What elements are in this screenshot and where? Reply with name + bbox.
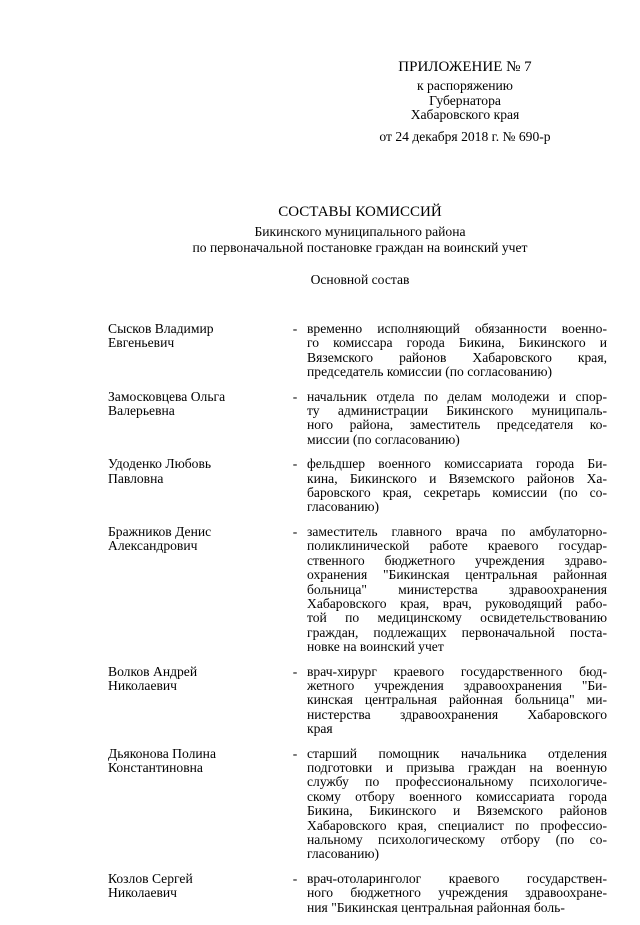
member-role-line: ного района, заместитель председателя ко- [307, 417, 607, 433]
member-role-line: ственного бюджетного учреждения здраво- [307, 552, 607, 568]
member-role-line: поликлинической работе краевого государ- [307, 538, 607, 554]
member-name [108, 390, 283, 448]
member-role-line: службу по профессиональному психологиче- [307, 774, 607, 790]
appendix-line: Хабаровского края [410, 107, 520, 122]
member-role-line: ния "Бикинская центральная районная боль- [307, 899, 565, 915]
member-name-line: Замосковцева Ольга [108, 388, 226, 404]
member-role-line: заместитель главного врача по амбулаторно- [307, 523, 607, 539]
section-subheading: Основной состав [310, 272, 410, 287]
heading-line: Бикинского муниципального района [254, 224, 466, 239]
member-role-line: фельдшер военного комиссариата города Би- [307, 456, 607, 472]
member-role-line: ту администрации Бикинского муниципаль- [307, 403, 607, 419]
member-role-line: ного бюджетного учреждения здравоохране- [307, 885, 607, 901]
appendix-block [330, 58, 600, 144]
member-role-line: временно исполняющий обязанности военно- [307, 321, 607, 336]
member-role-line: кинская центральная районная больница" ми- [307, 692, 607, 708]
member-name-line: Дьяконова Полина [108, 745, 216, 761]
member-role [307, 525, 607, 655]
member-row [108, 390, 608, 448]
member-dash: - [292, 870, 298, 886]
member-row [108, 665, 608, 737]
heading-line: по первоначальной постановке граждан на воинский учет [192, 239, 528, 255]
member-name-line: Волков Андрей [108, 663, 198, 679]
member-role-line: больница" министерства здравоохранения [307, 581, 607, 597]
page-title: СОСТАВЫ КОМИССИЙ [278, 204, 442, 220]
member-role-line: нальному психологическому отбору (по со- [307, 832, 607, 847]
member-name-line: Удоденко Любовь [108, 456, 212, 472]
member-name-line: Евгеньевич [108, 335, 175, 351]
member-name [108, 747, 283, 862]
member-role-line: жетного учреждения здравоохранения "Би- [307, 677, 607, 693]
member-role-line: врач-хирург краевого государственного бюд- [307, 663, 607, 679]
member-role-line: охранения "Бикинская центральная районная [307, 567, 607, 583]
member-name-line: Сысков Владимир [108, 321, 214, 336]
member-role-line: гласованию) [307, 846, 380, 862]
appendix-title: ПРИЛОЖЕНИЕ № 7 [398, 59, 532, 75]
appendix-line: Губернатора [429, 92, 501, 108]
member-name-line: Павловна [108, 470, 164, 486]
member-dash: - [292, 523, 298, 539]
appendix-date: от 24 декабря 2018 г. № 690-р [379, 128, 551, 144]
member-role [307, 665, 607, 737]
member-role-line: кина, Бикинского и Вяземского районов Ха- [307, 470, 607, 486]
member-dash: - [292, 456, 298, 472]
member-row [108, 457, 608, 515]
member-role-line: Хабаровского края, врач, руководящий рабо- [307, 595, 607, 611]
member-name-line: Бражников Денис [108, 523, 212, 539]
member-dash: - [292, 745, 298, 761]
member-role-line: граждан, подлежащих первоначальной поста- [307, 624, 607, 640]
member-role-line: врач-отоларинголог краевого государствен- [307, 870, 607, 886]
member-role [307, 872, 607, 915]
member-role-line: председатель комиссии (по согласованию) [307, 364, 553, 380]
member-name-line: Николаевич [108, 677, 178, 693]
member-name-line: Николаевич [108, 885, 178, 901]
member-dash: - [292, 663, 298, 679]
members-list [108, 322, 608, 925]
document-heading [100, 203, 620, 255]
member-name [108, 665, 283, 737]
member-name-line: Александрович [108, 538, 198, 554]
member-name [108, 457, 283, 515]
member-role-line: края [307, 721, 333, 737]
member-role-line: той по медицинскому освидетельствованию [307, 610, 607, 626]
member-row [108, 525, 608, 655]
member-role-line: Бикина, Бикинского и Вяземского районов [307, 803, 607, 819]
member-role-line: скому отбору военного комиссариата города [307, 788, 607, 804]
member-name-line: Валерьевна [108, 403, 175, 419]
member-role-line: нистерства здравоохранения Хабаровского [307, 706, 607, 722]
member-role-line: Хабаровского края, специалист по профессио- [307, 817, 607, 833]
member-role [307, 747, 607, 862]
member-role-line: подготовки и призыва граждан на военную [307, 759, 607, 775]
member-row [108, 322, 608, 380]
member-role-line: Вяземского районов Хабаровского края, [307, 349, 607, 365]
member-name [108, 872, 283, 915]
member-name [108, 525, 283, 655]
member-role-line: баровского края, секретарь комиссии (по со- [307, 485, 607, 501]
member-name [108, 322, 283, 380]
member-dash: - [292, 321, 298, 336]
member-role-line: новке на воинский учет [307, 639, 444, 655]
member-role-line: гласованию) [307, 499, 380, 515]
member-row [108, 747, 608, 862]
member-role-line: начальник отдела по делам молодежи и спор- [307, 388, 607, 404]
member-role [307, 322, 607, 380]
member-role [307, 457, 607, 515]
appendix-line: к распоряжению [417, 78, 513, 93]
member-role-line: старший помощник начальника отделения [307, 745, 607, 761]
member-name-line: Константиновна [108, 759, 203, 775]
member-role [307, 390, 607, 448]
member-role-line: го комиссара города Бикина, Бикинского и [307, 335, 607, 351]
member-dash: - [292, 388, 298, 404]
member-row [108, 872, 608, 915]
member-role-line: миссии (по согласованию) [307, 431, 460, 447]
member-name-line: Козлов Сергей [108, 870, 193, 886]
